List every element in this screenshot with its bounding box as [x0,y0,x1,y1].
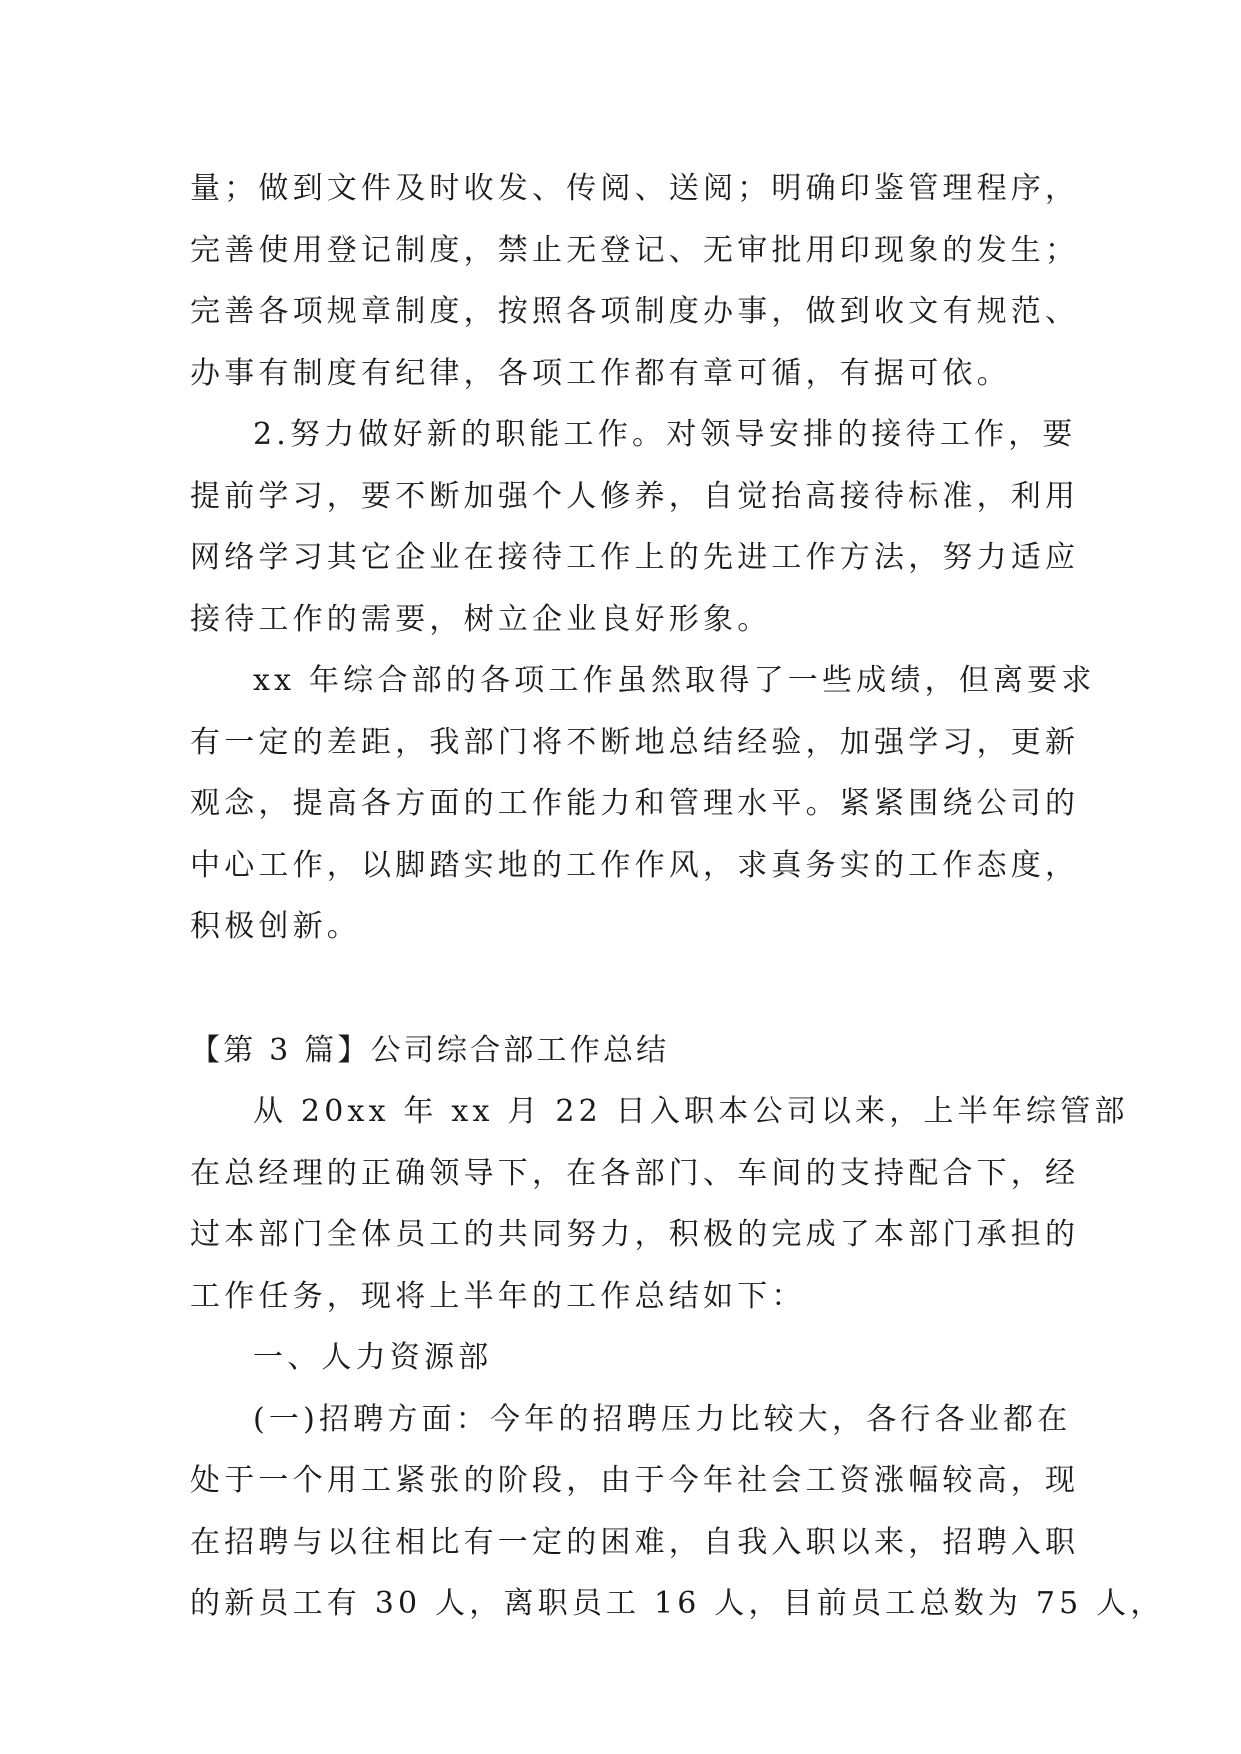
paragraph [190,158,1080,404]
paragraph [190,1389,1165,1635]
text-line: 在招聘与以往相比有一定的困难，自我入职以来，招聘入职 [190,1524,1080,1560]
text-line: 完善使用登记制度，禁止无登记、无审批用印现象的发生； [190,232,1080,268]
text-line: 处于一个用工紧张的阶段，由于今年社会工资涨幅较高，现 [190,1463,1080,1498]
text-line: 一、人力资源部 [253,1340,493,1375]
text-line: 提前学习，要不断加强个人修养，自觉抬高接待标准，利用 [190,478,1080,514]
section-heading: 【第 3 篇】公司综合部工作总结 [190,1032,670,1068]
paragraph [190,1081,1129,1327]
section-spacer [190,958,1055,1020]
text-line: 积极创新。 [190,909,361,944]
text-line: 有一定的差距，我部门将不断地总结经验，加强学习，更新 [190,724,1080,760]
text-line: 量；做到文件及时收发、传阅、送阅；明确印鉴管理程序， [190,171,1080,206]
text-line: 网络学习其它企业在接待工作上的先进工作方法，努力适应 [190,540,1080,575]
text-line: 办事有制度有纪律，各项工作都有章可循，有据可依。 [190,355,1011,391]
text-line: 在总经理的正确领导下，在各部门、车间的支持配合下，经 [190,1155,1080,1191]
paragraph [190,404,1080,650]
subheading [190,1327,1055,1389]
text-line: 完善各项规章制度，按照各项制度办事，做到收文有规范、 [190,294,1080,329]
text-line: 中心工作，以脚踏实地的工作作风，求真务实的工作态度， [190,847,1080,883]
text-line: 接待工作的需要，树立企业良好形象。 [190,601,772,637]
text-line: 2.努力做好新的职能工作。对领导安排的接待工作，要 [253,417,1077,452]
text-line: 工作任务，现将上半年的工作总结如下： [190,1278,806,1314]
text-line: 观念，提高各方面的工作能力和管理水平。紧紧围绕公司的 [190,786,1080,821]
text-line: 从 20xx 年 xx 月 22 日入职本公司以来，上半年综管部 [253,1094,1129,1129]
document-body [190,158,1165,1635]
text-line: 的新员工有 30 人，离职员工 16 人，目前员工总数为 75 人， [190,1586,1165,1621]
text-line: 过本部门全体员工的共同努力，积极的完成了本部门承担的 [190,1217,1080,1252]
text-line: xx 年综合部的各项工作虽然取得了一些成绩，但离要求 [253,663,1096,698]
paragraph [190,650,1096,958]
text-line: (一)招聘方面：今年的招聘压力比较大，各行各业都在 [253,1401,1072,1437]
